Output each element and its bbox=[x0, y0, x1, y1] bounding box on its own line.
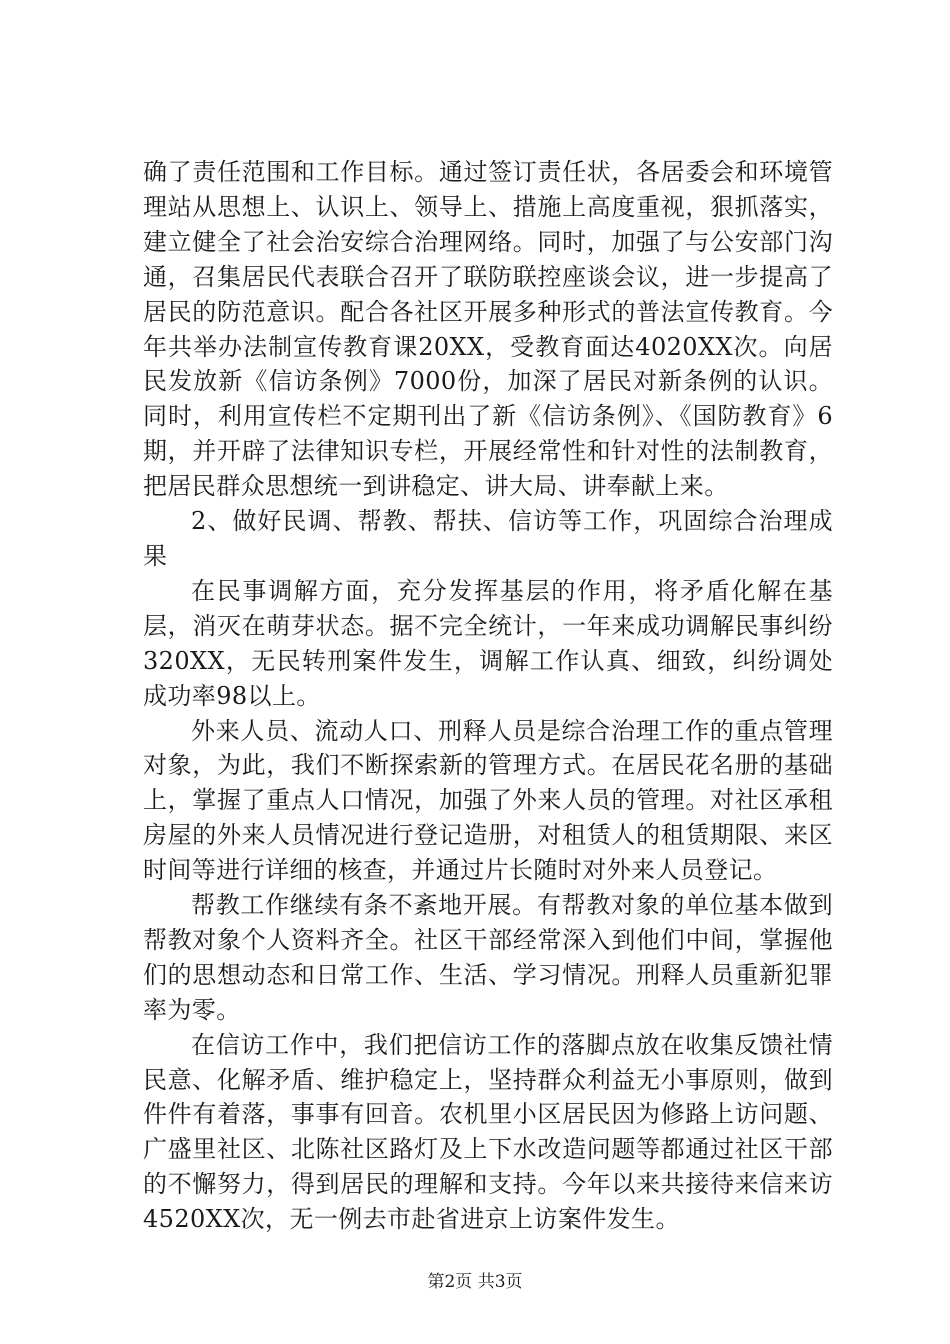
paragraph-assistance-education: 帮教工作继续有条不紊地开展。有帮教对象的单位基本做到帮教对象个人资料齐全。社区干部经常深入到他们中间，掌握他们的思想动态和日常工作、生活、学习情况。刑释人员重新犯罪率为零。 bbox=[143, 891, 833, 1024]
section-heading-2: 2、做好民调、帮教、帮扶、信访等工作，巩固综合治理成果 bbox=[143, 507, 833, 570]
paragraph-petitions: 在信访工作中，我们把信访工作的落脚点放在收集反馈社情民意、化解矛盾、维护稳定上，坚持群众利益无小事原则，做到件件有着落，事事有回音。农机里小区居民因为修路上访问题、广盛里社区、北陈社区路灯及上下水改造问题等都通过社区干部的不懈努力，得到居民的理解和支持。今年以来共接待来信来访4520XX次，无一例去市赴省进京上访案件发生。 bbox=[143, 1030, 833, 1234]
paragraph-responsibility: 确了责任范围和工作目标。通过签订责任状，各居委会和环境管理站从思想上、认识上、领导上、措施上高度重视，狠抓落实，建立健全了社会治安综合治理网络。同时，加强了与公安部门沟通，召集居民代表联合召开了联防联控座谈会议，进一步提高了居民的防范意识。配合各社区开展多种形式的普法宣传教育。今年共举办法制宣传教育课20XX，受教育面达4020XX次。向居民发放新《信访条例》7000份，加深了居民对新条例的认识。同时，利用宣传栏不定期刊出了新《信访条例》、《国防教育》6期，并开辟了法律知识专栏，开展经常性和针对性的法制教育，把居民群众思想统一到讲稳定、讲大局、讲奉献上来。 bbox=[143, 158, 833, 501]
page-number-footer: 第2页 共3页 bbox=[427, 1272, 523, 1292]
document-body bbox=[143, 155, 833, 1237]
paragraph-mediation: 在民事调解方面，充分发挥基层的作用，将矛盾化解在基层，消灭在萌芽状态。据不完全统计，一年来成功调解民事纠纷320XX，无民转刑案件发生，调解工作认真、细致，纠纷调处成功率98以上。 bbox=[143, 576, 833, 710]
paragraph-migrant-management: 外来人员、流动人口、刑释人员是综合治理工作的重点管理对象，为此，我们不断探索新的管理方式。在居民花名册的基础上，掌握了重点人口情况，加强了外来人员的管理。对社区承租房屋的外来人员情况进行登记造册，对租赁人的租赁期限、来区时间等进行详细的核查，并通过片长随时对外来人员登记。 bbox=[143, 716, 833, 885]
